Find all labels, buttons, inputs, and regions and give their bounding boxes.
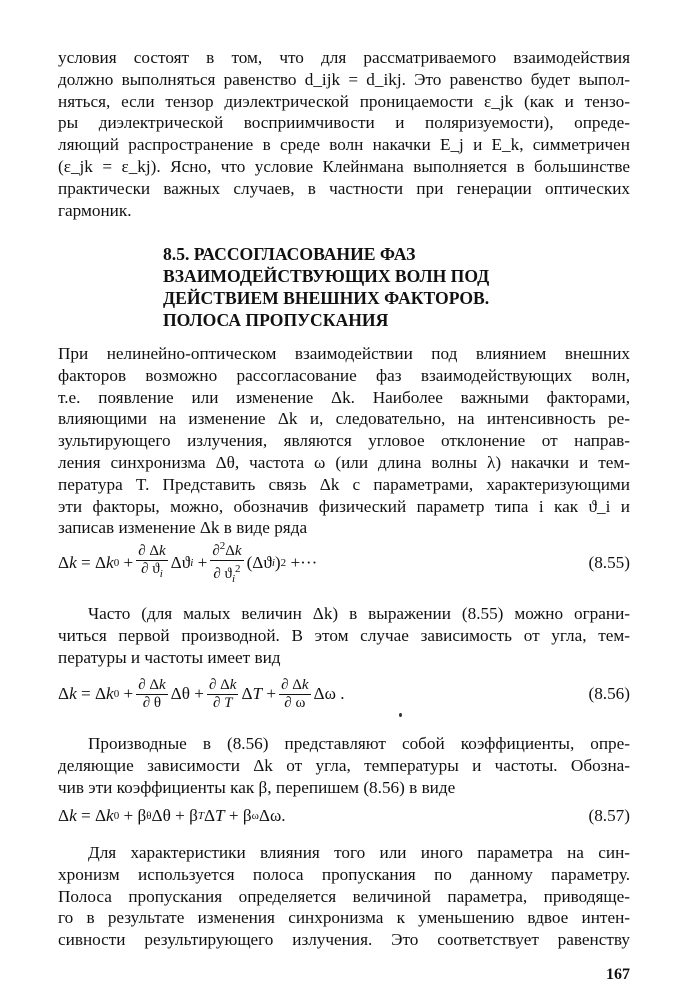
intro-paragraph xyxy=(58,47,630,221)
section-heading xyxy=(163,243,563,331)
text-line: ления синхронизма Δθ, частота ω (или длина волны λ) накачки и тем- xyxy=(58,452,630,472)
text-line: практически важных случаев, в частности при генерации оптических xyxy=(58,178,630,198)
text-line: эти факторы, можно, обозначив физический параметр типа i как ϑ_i и xyxy=(58,496,630,516)
text-line: (ε_jk = ε_kj). Ясно, что условие Клейнмана выполняется в большинстве xyxy=(58,156,630,176)
heading-line: ВЗАИМОДЕЙСТВУЮЩИХ ВОЛН ПОД xyxy=(163,266,490,286)
print-speck xyxy=(399,713,402,717)
text-line: факторов возможно рассогласование фаз взаимодействующих волн, xyxy=(58,365,630,385)
text-line: ры диэлектрической восприимчивости и поляризуемости), опреде- xyxy=(58,113,630,133)
paragraph-coefficients xyxy=(58,733,630,798)
text-line: хронизм используется полоса пропускания по данному параметру. xyxy=(58,864,630,884)
equation-number: (8.57) xyxy=(588,806,630,825)
paragraph-bandwidth xyxy=(58,842,630,951)
equation-formula: Δ k = Δ k 0 + $\frac{\partial \Delta k}{\partial ϑ_i}$ Δϑ i + $\frac{\partial^2\Delta k}{\partial ϑ_i^2}$ (Δϑ i ) 2 +··· xyxy=(58,540,318,585)
text-line: зультирующего излучения, являются угловое отклонение от направ- xyxy=(58,431,630,451)
text-line: условия состоят в том, что для рассматриваемого взаимодействия xyxy=(58,48,630,67)
text-line: При нелинейно-оптическом взаимодействии под влиянием внешних xyxy=(58,344,630,363)
text-line: няться, если тензор диэлектрической проницаемости ε_jk (как и тензо- xyxy=(58,91,630,111)
equation-formula: Δ k = Δ k 0 + β θ Δθ + β T Δ T + β ω Δω. xyxy=(58,806,286,825)
equation-formula: Δ k = Δ k 0 + $\frac{\partial \Delta k}{\partial \theta}$ Δθ + $\frac{\partial \Delta k}{\partial T}$ Δ T + $\frac{\partial \Delta k}{\partial \omega}$ Δω . xyxy=(58,676,345,711)
page-number: 167 xyxy=(606,966,630,983)
paragraph-phase-mismatch xyxy=(58,343,630,539)
text-line: деляющие зависимости Δk от угла, температуры и частоты. Обозна- xyxy=(58,755,630,775)
heading-line: 8.5. РАССОГЛАСОВАНИЕ ФАЗ xyxy=(163,244,416,264)
equation-8-55 xyxy=(58,541,630,585)
text-line: т.е. появление или изменение Δk. Наиболее важными факторами, xyxy=(58,387,630,407)
heading-line: ДЕЙСТВИЕМ ВНЕШНИХ ФАКТОРОВ. xyxy=(163,288,490,308)
paragraph-first-derivative xyxy=(58,603,630,668)
text-line: записав изменение Δk в виде ряда xyxy=(58,518,308,538)
equation-8-56 xyxy=(58,672,630,716)
equation-number: (8.55) xyxy=(588,553,630,572)
text-line: Часто (для малых величин Δk) в выражении (8.55) можно ограни- xyxy=(88,604,630,623)
text-line: должно выполняться равенство d_ijk = d_ikj. Это равенство будет выпол- xyxy=(58,69,630,89)
text-line: ляющий распространение в среде волн накачки E_j и E_k, симметричен xyxy=(58,135,630,155)
equation-8-57 xyxy=(58,796,630,836)
heading-line: ПОЛОСА ПРОПУСКАНИЯ xyxy=(163,310,389,330)
text-line: Полоса пропускания определяется величиной параметра, приводяще- xyxy=(58,886,630,906)
text-line: чив эти коэффициенты как β, перепишем (8.56) в виде xyxy=(58,777,456,797)
text-line: го в результате изменения синхронизма к уменьшению вдвое интен- xyxy=(58,908,630,928)
text-line: пература T. Представить связь Δk с параметрами, характеризующими xyxy=(58,474,630,494)
text-line: пературы и частоты имеет вид xyxy=(58,647,281,667)
equation-number: (8.56) xyxy=(588,684,630,703)
text-line: Производные в (8.56) представляют собой коэффициенты, опре- xyxy=(88,734,630,753)
text-line: влияющими на изменение Δk и, следовательно, на интенсивность ре- xyxy=(58,409,630,429)
text-line: сивности результирующего излучения. Это соответствует равенству xyxy=(58,930,630,950)
text-line: читься первой производной. В этом случае зависимость от угла, тем- xyxy=(58,625,630,645)
text-line: Для характеристики влияния того или иного параметра на син- xyxy=(88,843,630,862)
text-line: гармоник. xyxy=(58,200,132,220)
